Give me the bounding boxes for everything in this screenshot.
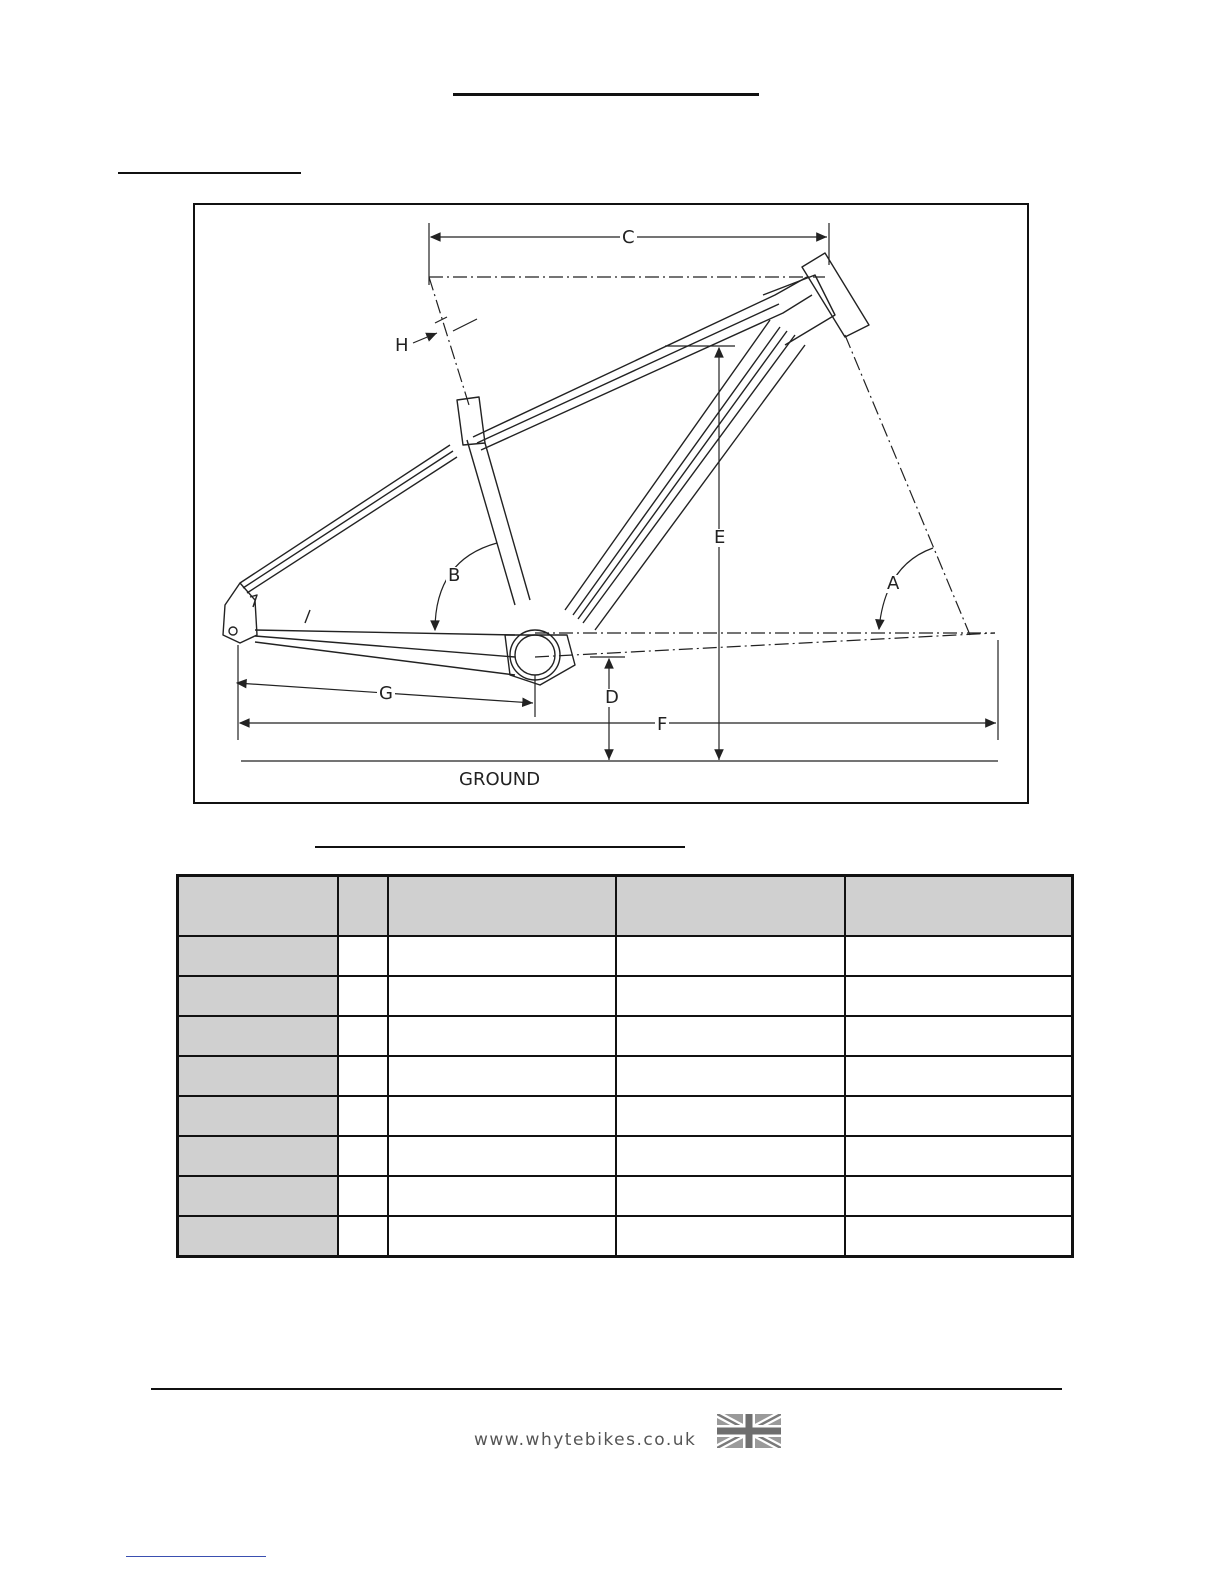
- dimension-label-e: E: [714, 527, 726, 548]
- table-cell: [388, 1176, 616, 1216]
- table-row: [178, 1016, 1073, 1056]
- section-heading-underline: [118, 172, 301, 174]
- dimension-label-f: F: [657, 714, 668, 735]
- footer-website[interactable]: www.whytebikes.co.uk: [474, 1430, 697, 1450]
- header-cell: [178, 876, 338, 937]
- dimension-label-a: A: [887, 573, 900, 594]
- header-cell: [388, 876, 616, 937]
- dimension-label-d: D: [605, 687, 619, 708]
- table-cell: [616, 1136, 845, 1176]
- table-cell: [616, 1176, 845, 1216]
- table-cell: [338, 1016, 388, 1056]
- row-label-cell: [178, 936, 338, 976]
- table-cell: [338, 1216, 388, 1257]
- table-cell: [616, 1096, 845, 1136]
- row-label-cell: [178, 1016, 338, 1056]
- table-cell: [845, 1096, 1073, 1136]
- table-cell: [616, 1056, 845, 1096]
- table-cell: [845, 1056, 1073, 1096]
- footer-link-underline: [126, 1556, 266, 1557]
- geometry-table: [176, 874, 1074, 1258]
- dimension-label-h: H: [395, 335, 409, 356]
- table-heading-underline: [315, 846, 685, 848]
- table-cell: [388, 976, 616, 1016]
- dimension-label-c: C: [622, 227, 635, 248]
- dimension-label-b: B: [448, 565, 461, 586]
- table-cell: [338, 1056, 388, 1096]
- table-row: [178, 1096, 1073, 1136]
- table-cell: [388, 1016, 616, 1056]
- row-label-cell: [178, 1216, 338, 1257]
- table-cell: [338, 1096, 388, 1136]
- table-cell: [845, 1136, 1073, 1176]
- table-row: [178, 976, 1073, 1016]
- table-cell: [845, 1016, 1073, 1056]
- table-row: [178, 1176, 1073, 1216]
- table-cell: [388, 1096, 616, 1136]
- row-label-cell: [178, 1056, 338, 1096]
- table-cell: [338, 976, 388, 1016]
- header-cell: [845, 876, 1073, 937]
- table-cell: [845, 976, 1073, 1016]
- table-cell: [388, 1056, 616, 1096]
- table-row: [178, 1056, 1073, 1096]
- table-row: [178, 1216, 1073, 1257]
- table-row: [178, 1136, 1073, 1176]
- table-cell: [845, 1176, 1073, 1216]
- row-label-cell: [178, 1096, 338, 1136]
- table-cell: [845, 936, 1073, 976]
- table-cell: [338, 1136, 388, 1176]
- table-cell: [616, 936, 845, 976]
- table-cell: [388, 1216, 616, 1257]
- bike-frame-drawing: [195, 205, 1027, 802]
- table-cell: [388, 936, 616, 976]
- union-flag-icon: [717, 1414, 781, 1448]
- table-cell: [616, 1216, 845, 1257]
- table-cell: [338, 1176, 388, 1216]
- row-label-cell: [178, 976, 338, 1016]
- title-underline: [453, 93, 759, 96]
- table-cell: [845, 1216, 1073, 1257]
- table-header-row: [178, 876, 1073, 937]
- row-label-cell: [178, 1176, 338, 1216]
- table-cell: [616, 976, 845, 1016]
- frame-geometry-diagram: [193, 203, 1029, 804]
- row-label-cell: [178, 1136, 338, 1176]
- ground-label: GROUND: [459, 769, 541, 790]
- header-cell: [338, 876, 388, 937]
- dimension-label-g: G: [379, 683, 393, 704]
- header-cell: [616, 876, 845, 937]
- table-row: [178, 936, 1073, 976]
- footer-divider: [151, 1388, 1062, 1390]
- table-cell: [388, 1136, 616, 1176]
- table-cell: [616, 1016, 845, 1056]
- table-cell: [338, 936, 388, 976]
